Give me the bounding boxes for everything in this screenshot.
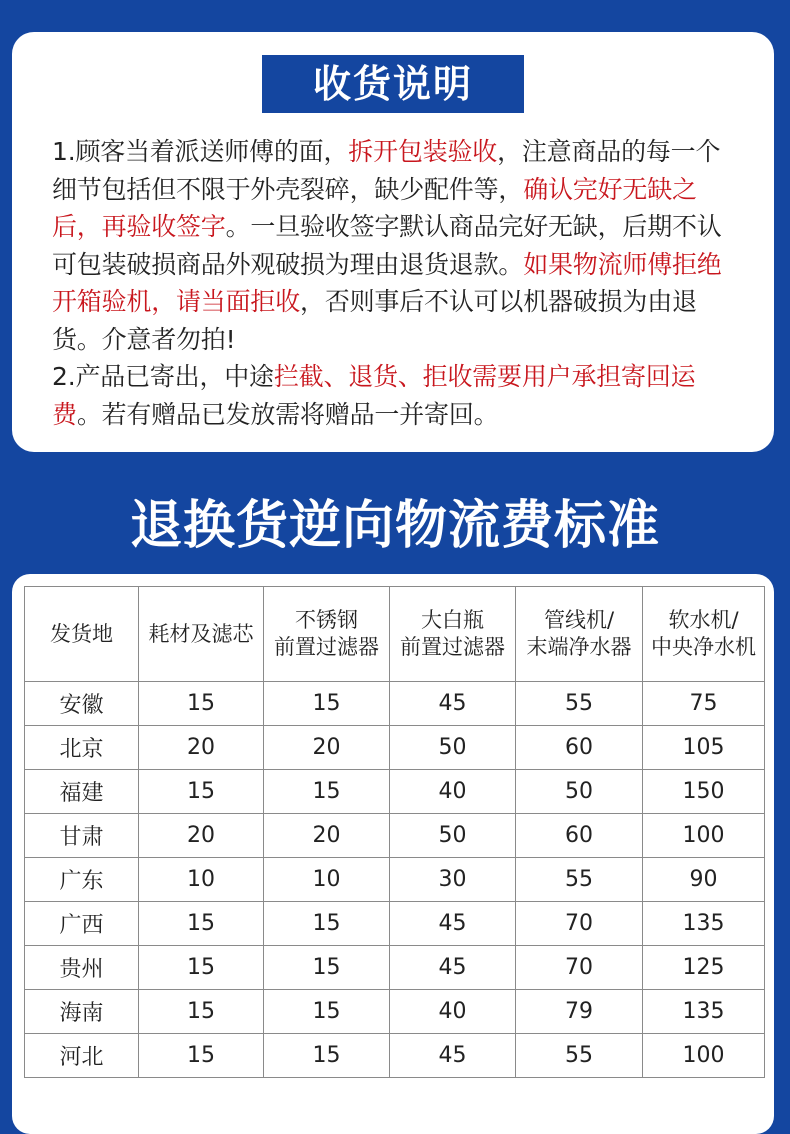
fee-cell: 100 <box>643 814 765 858</box>
fee-cell: 15 <box>264 990 390 1034</box>
region-cell: 海南 <box>25 990 139 1034</box>
region-cell: 福建 <box>25 770 139 814</box>
notice-p1-highlight-unpack: 拆开包装验收 <box>348 137 498 166</box>
region-cell: 贵州 <box>25 946 139 990</box>
column-header <box>25 587 139 682</box>
fee-cell: 150 <box>643 770 765 814</box>
fee-cell: 15 <box>264 902 390 946</box>
column-header <box>516 587 643 682</box>
region-cell: 安徽 <box>25 682 139 726</box>
fee-cell: 10 <box>139 858 264 902</box>
fee-cell: 70 <box>516 946 643 990</box>
fee-cell: 15 <box>139 770 264 814</box>
fee-cell: 50 <box>516 770 643 814</box>
fee-cell: 45 <box>390 902 516 946</box>
fee-cell: 125 <box>643 946 765 990</box>
column-header-line: 前置过滤器 <box>274 635 379 659</box>
receiving-notice-text <box>52 133 742 433</box>
column-header-line: 末端净水器 <box>526 635 632 659</box>
fee-cell: 10 <box>264 858 390 902</box>
fee-cell: 55 <box>516 682 643 726</box>
fee-cell: 40 <box>390 990 516 1034</box>
notice-p2-part-a: 2.产品已寄出，中途 <box>52 362 274 391</box>
fee-cell: 55 <box>516 1034 643 1078</box>
notice-p1-part-a: 1.顾客当着派送师傅的面， <box>52 137 349 166</box>
notice-p2-highlight-freight: 拦截、退货、拒收需要用户承担寄回运费 <box>52 362 696 429</box>
column-header <box>390 587 516 682</box>
fee-cell: 15 <box>264 1034 390 1078</box>
fee-cell: 20 <box>139 726 264 770</box>
fee-cell: 60 <box>516 726 643 770</box>
fee-cell: 79 <box>516 990 643 1034</box>
fee-cell: 50 <box>390 814 516 858</box>
fee-cell: 15 <box>264 770 390 814</box>
fee-cell: 20 <box>139 814 264 858</box>
return-fee-table <box>24 586 765 1078</box>
fee-cell: 15 <box>139 946 264 990</box>
column-header <box>139 587 264 682</box>
fee-cell: 90 <box>643 858 765 902</box>
fee-cell: 45 <box>390 682 516 726</box>
fee-cell: 135 <box>643 902 765 946</box>
column-header-line: 前置过滤器 <box>400 635 505 659</box>
fee-cell: 100 <box>643 1034 765 1078</box>
column-header-line: 中央净水机 <box>651 635 756 659</box>
column-header-line: 耗材及滤芯 <box>148 621 254 646</box>
fee-cell: 50 <box>390 726 516 770</box>
notice-p2-part-b: 。若有赠品已发放需将赠品一并寄回。 <box>76 399 499 429</box>
table-row <box>25 1034 765 1078</box>
fee-cell: 105 <box>643 726 765 770</box>
notice-p1-highlight-refuse: 如果物流师傅拒绝开箱验机，请当面拒收 <box>52 249 722 316</box>
region-cell: 河北 <box>25 1034 139 1078</box>
table-row <box>25 902 765 946</box>
fee-cell: 30 <box>390 858 516 902</box>
table-body <box>25 682 765 1078</box>
column-header-line: 不锈钢 <box>295 608 358 632</box>
notice-p1-part-b: ，注意商品的每一个细节包括但不限于外壳裂碎，缺少配件等， <box>52 137 721 204</box>
column-header-line: 管线机/ <box>543 608 615 632</box>
fee-cell: 15 <box>139 902 264 946</box>
fee-cell: 15 <box>139 682 264 726</box>
fee-cell: 45 <box>390 946 516 990</box>
column-header <box>643 587 765 682</box>
fee-cell: 15 <box>264 682 390 726</box>
fee-cell: 15 <box>264 946 390 990</box>
table-row <box>25 770 765 814</box>
receiving-notice-title: 收货说明 <box>262 55 524 113</box>
fee-cell: 60 <box>516 814 643 858</box>
column-header <box>264 587 390 682</box>
table-header-row <box>25 587 765 682</box>
table-row <box>25 726 765 770</box>
column-header-line: 软水机/ <box>668 608 739 632</box>
fee-cell: 20 <box>264 726 390 770</box>
fee-cell: 70 <box>516 902 643 946</box>
region-cell: 广西 <box>25 902 139 946</box>
notice-p1-part-c: 。一旦验收签字默认商品完好无缺，后期不认可包装破损商品外观破损为理由退货退款。 <box>52 212 722 279</box>
table-row <box>25 682 765 726</box>
fee-cell: 135 <box>643 990 765 1034</box>
region-cell: 北京 <box>25 726 139 770</box>
table-row <box>25 946 765 990</box>
region-cell: 广东 <box>25 858 139 902</box>
fee-cell: 75 <box>643 682 765 726</box>
return-fee-title: 退换货逆向物流费标准 <box>129 496 660 556</box>
fee-cell: 45 <box>390 1034 516 1078</box>
table-row <box>25 814 765 858</box>
fee-cell: 55 <box>516 858 643 902</box>
fee-cell: 15 <box>139 1034 264 1078</box>
table-row <box>25 990 765 1034</box>
column-header-line: 发货地 <box>50 621 113 646</box>
notice-p1-part-d: ，否则事后不认可以机器破损为由退货。介意者勿拍! <box>52 287 697 354</box>
fee-cell: 40 <box>390 770 516 814</box>
region-cell: 甘肃 <box>25 814 139 858</box>
fee-cell: 15 <box>139 990 264 1034</box>
column-header-line: 大白瓶 <box>421 608 484 632</box>
notice-p1-highlight-confirm: 确认完好无缺之后，再验收签字 <box>52 174 697 241</box>
table-row <box>25 858 765 902</box>
fee-cell: 20 <box>264 814 390 858</box>
